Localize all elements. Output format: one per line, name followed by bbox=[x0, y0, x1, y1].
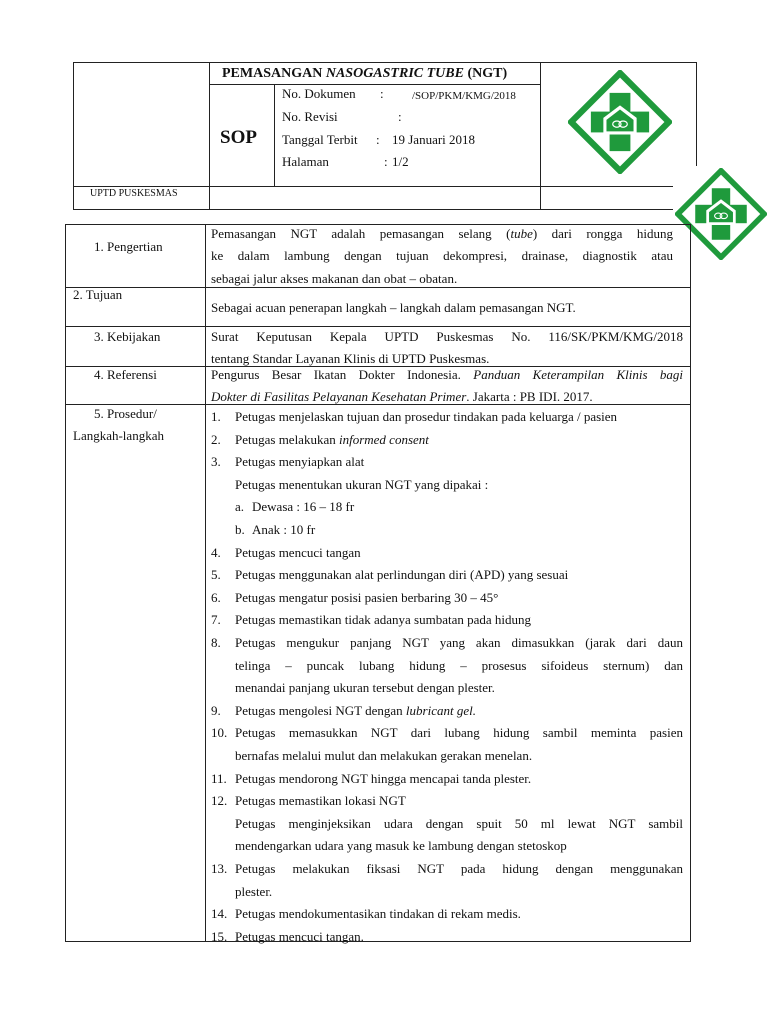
sub-item-marker: b. bbox=[235, 522, 245, 537]
meta-value: 19 Januari 2018 bbox=[392, 132, 476, 147]
step-number: 9. bbox=[211, 702, 221, 718]
meta-value: /SOP/PKM/KMG/2018 bbox=[412, 90, 516, 102]
kebijakan-line: Surat Keputusan Kepala UPTD Puskesmas No. 116/SK/PKM/KMG/2018 bbox=[211, 329, 683, 344]
sub-item-marker: a. bbox=[235, 499, 245, 515]
step-text: Petugas melakukan informed consent bbox=[235, 431, 429, 447]
org-name: UPTD PUSKESMAS bbox=[90, 188, 178, 199]
referensi-line: Pengurus Besar Ikatan Dokter Indonesia. Panduan Keterampilan Klinis bagi bbox=[211, 367, 684, 382]
meta-separator: : bbox=[380, 86, 384, 101]
step-text: Petugas mengukur panjang NGT yang akan dimasukkan (jarak dari daun telinga – puncak lubang hidung – prosesus sifoideus sternum) dan menandai panjang ukuran tersebut dengan plester. bbox=[235, 635, 683, 696]
step-number: 6. bbox=[211, 589, 221, 605]
step-text: b.Anak : 10 fr bbox=[235, 519, 683, 542]
step-text: Petugas menyiapkan alat Petugas menentukan ukuran NGT yang dipakai : bbox=[235, 454, 489, 492]
step-number: 3. bbox=[211, 454, 221, 470]
meta-separator: : bbox=[384, 154, 388, 169]
step-number: 13. bbox=[211, 861, 228, 876]
step-number: 11. bbox=[211, 770, 227, 786]
sop-label: SOP bbox=[220, 127, 257, 148]
label-tujuan: 2. Tujuan bbox=[73, 287, 123, 302]
step-number: 15. bbox=[211, 928, 228, 944]
tujuan-text: Sebagai acuan penerapan langkah – langkah dalam pemasangan NGT. bbox=[211, 300, 576, 315]
step-number: 4. bbox=[211, 544, 221, 560]
step-text: Petugas mendokumentasikan tindakan di rekam medis. bbox=[235, 906, 521, 922]
step-number: 12. bbox=[211, 793, 228, 809]
step-number: 5. bbox=[211, 567, 221, 583]
step-text: Petugas memasukkan NGT dari lubang hidung sambil meminta pasien bernafas melalui mulut dan melakukan gerakan menelan. bbox=[235, 725, 683, 763]
step-text: Petugas mengolesi NGT dengan lubricant gel. bbox=[235, 702, 476, 718]
step-text: Petugas mendorong NGT hingga mencapai tanda plester. bbox=[235, 770, 532, 786]
step-text: Petugas menjelaskan tujuan dan prosedur tindakan pada keluarga / pasien bbox=[235, 409, 618, 424]
step-text: Petugas mengatur posisi pasien berbaring 30 – 45° bbox=[235, 589, 499, 605]
step-text: Petugas memastikan tidak adanya sumbatan pada hidung bbox=[235, 612, 532, 628]
step-text: Petugas memastikan lokasi NGT Petugas menginjeksikan udara dengan spuit 50 ml lewat NGT sambil mendengarkan udara yang masuk ke lambung dengan stetoskop bbox=[235, 793, 683, 854]
step-number: 14. bbox=[211, 906, 228, 922]
meta-label: Tanggal Terbit bbox=[282, 132, 358, 147]
label-kebijakan: 3. Kebijakan bbox=[94, 329, 161, 344]
meta-label: No. Dokumen bbox=[282, 86, 356, 101]
step-number: 10. bbox=[211, 725, 228, 741]
referensi-line: Dokter di Fasilitas Pelayanan Kesehatan Primer. Jakarta : PB IDI. 2017. bbox=[211, 389, 593, 404]
kebijakan-line: tentang Standar Layanan Klinis di UPTD Puskesmas. bbox=[211, 351, 490, 366]
step-text: Petugas mencuci tangan. bbox=[235, 928, 364, 944]
label-prosedur: 5. Prosedur/ bbox=[94, 406, 157, 421]
step-text: Petugas mencuci tangan bbox=[235, 544, 361, 560]
step-number: 1. bbox=[211, 409, 221, 424]
label-referensi: 4. Referensi bbox=[94, 367, 157, 382]
puskesmas-logo-icon bbox=[675, 168, 767, 260]
pengertian-line: sebagai jalur akses makanan dan obat – obatan. bbox=[211, 271, 458, 286]
puskesmas-logo-icon bbox=[568, 70, 672, 174]
label-langkah: Langkah-langkah bbox=[73, 428, 164, 443]
meta-label: No. Revisi bbox=[282, 109, 338, 124]
step-text: Petugas menggunakan alat perlindungan diri (APD) yang sesuai bbox=[235, 567, 569, 583]
step-text: a.Dewasa : 16 – 18 fr bbox=[235, 496, 683, 519]
step-number: 8. bbox=[211, 635, 221, 650]
meta-label: Halaman bbox=[282, 154, 329, 169]
step-number: 2. bbox=[211, 431, 221, 447]
document-title: PEMASANGAN NASOGASTRIC TUBE (NGT) bbox=[222, 66, 508, 81]
meta-value: 1/2 bbox=[392, 154, 409, 169]
pengertian-line: Pemasangan NGT adalah pemasangan selang (tube) dari rongga hidung bbox=[211, 226, 673, 241]
meta-separator: : bbox=[398, 109, 402, 124]
step-text: Petugas melakukan fiksasi NGT pada hidung dengan menggunakan plester. bbox=[235, 861, 683, 899]
pengertian-line: ke dalam lambung dengan tujuan dekompresi, drainase, diagnostik atau bbox=[211, 248, 673, 263]
label-pengertian: 1. Pengertian bbox=[94, 239, 163, 254]
step-number: 7. bbox=[211, 612, 221, 628]
meta-separator: : bbox=[376, 132, 380, 147]
